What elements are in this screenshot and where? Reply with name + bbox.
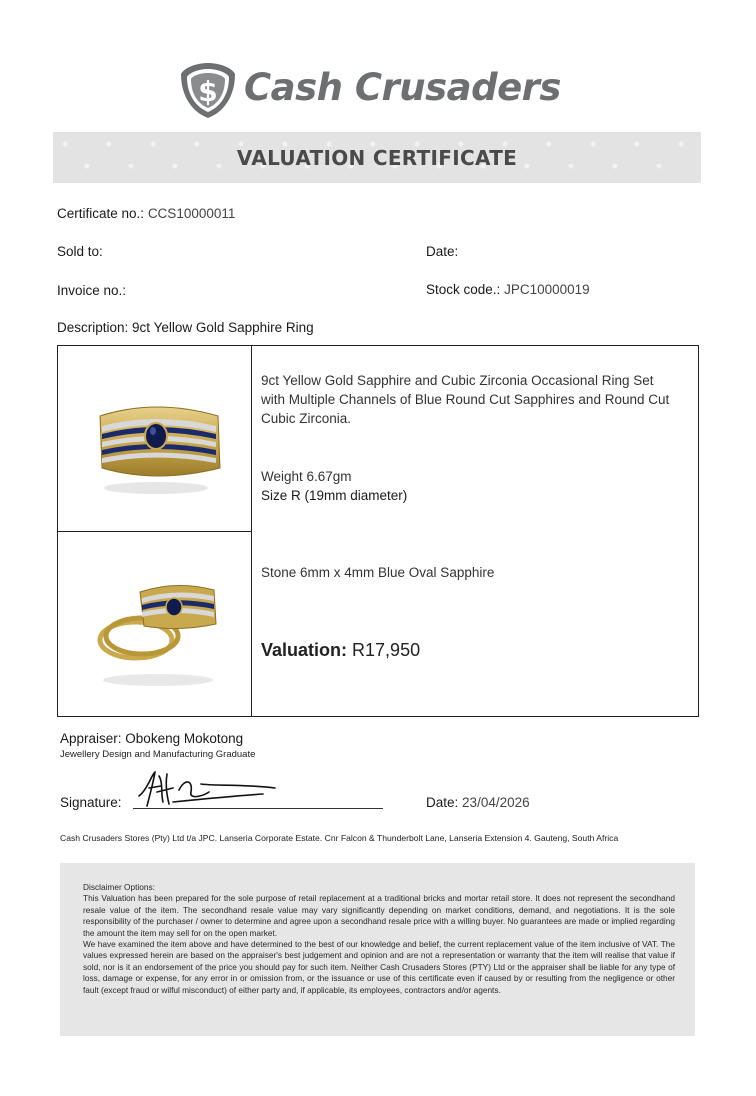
handwritten-signature <box>133 766 283 812</box>
date-label-top: Date: <box>426 244 459 259</box>
item-details: 9ct Yellow Gold Sapphire and Cubic Zirconia Occasional Ring Set with Multiple Channels of Blue Round Cut Sapphires and Round Cut Cubic Zirconia. <box>261 373 670 426</box>
description-value: 9ct Yellow Gold Sapphire Ring <box>132 320 314 335</box>
certificate-number-field <box>57 206 235 221</box>
certificate-value: CCS10000011 <box>147 206 236 221</box>
date-value-bottom: 23/04/2026 <box>462 795 530 810</box>
stock-code-field <box>426 282 590 297</box>
disclaimer-heading: Disclaimer Options: <box>83 882 155 892</box>
table-divider-vertical <box>251 346 252 716</box>
appraiser-field <box>60 731 243 746</box>
stock-code-label: Stock code.: <box>426 282 501 297</box>
item-size: Size R (19mm diameter) <box>261 488 408 503</box>
disclaimer-paragraph-2: We have examined the item above and have determined to the best of our knowledge and belief, the current replacement value of the item inclusive of VAT. The values expressed herein are based on the appraiser's best judgement and opinion and are not a representation or warranty that the item will realise that value if sold, nor is it an endorsement of the price you should pay for such item. Neither Cash Crusaders Stores (PTY) Ltd or the appraiser shall be liable for any type of loss, damage or expense, for any error in or omission from, or the issuance or use of this certificate even if caused by or resulting from the negligence or other fault (except fraud or wilful misconduct) of either party and, if applicable, its employees, contractors and/or agents. <box>83 939 675 995</box>
item-weight: Weight 6.67gm <box>261 469 352 484</box>
disclaimer-text <box>83 882 675 996</box>
sold-to-field <box>57 244 103 259</box>
certificate-label: Certificate no.: <box>57 206 145 221</box>
invoice-field <box>57 283 126 298</box>
date-field-top <box>426 244 458 259</box>
disclaimer-paragraph-1: This Valuation has been prepared for the sole purpose of retail replacement at a traditional bricks and mortar retail store. It does not represent the secondhand resale value of the item. The secondhand resale value may vary significantly depending on market conditions, demand, and negotiations. It is the sole responsibility of the purchaser / owner to determine and agree upon a secondhand resale price with a willing buyer. No guarantees are made or implied regarding the amount the item may sell for on the open market. <box>83 893 675 938</box>
svg-text:$: $ <box>198 75 218 108</box>
signature-label: Signature: <box>60 795 122 810</box>
item-table <box>57 345 699 717</box>
appraiser-label: Appraiser: <box>60 731 122 746</box>
appraiser-name: Obokeng Mokotong <box>125 731 244 746</box>
brand-logo <box>178 58 588 120</box>
brand-name: Cash Crusaders <box>244 66 561 109</box>
date-label-bottom: Date: <box>426 795 459 810</box>
description-field <box>57 320 314 335</box>
disclaimer-box <box>60 863 695 1036</box>
company-address: Cash Crusaders Stores (Pty) Ltd t/a JPC. Lanseria Corporate Estate. Cnr Falcon & Thunderbolt Lane, Lanseria Extension 4. Gauteng, South Africa <box>60 833 619 843</box>
ring-image-stacked <box>58 532 251 717</box>
invoice-label: Invoice no.: <box>57 283 127 298</box>
title-banner <box>53 132 701 183</box>
shield-dollar-logo-icon <box>178 60 238 120</box>
valuation <box>261 640 420 661</box>
valuation-label: Valuation: <box>261 640 348 660</box>
valuation-value: R17,950 <box>352 640 421 660</box>
ring-image-front <box>58 346 251 531</box>
sold-to-label: Sold to: <box>57 244 103 259</box>
item-stone: Stone 6mm x 4mm Blue Oval Sapphire <box>261 565 495 580</box>
description-label: Description: <box>57 320 129 335</box>
appraiser-title: Jewellery Design and Manufacturing Graduate <box>60 749 256 760</box>
stock-code-value: JPC10000019 <box>504 282 590 297</box>
date-field-bottom <box>426 795 530 810</box>
document-title: VALUATION CERTIFICATE <box>236 145 518 170</box>
